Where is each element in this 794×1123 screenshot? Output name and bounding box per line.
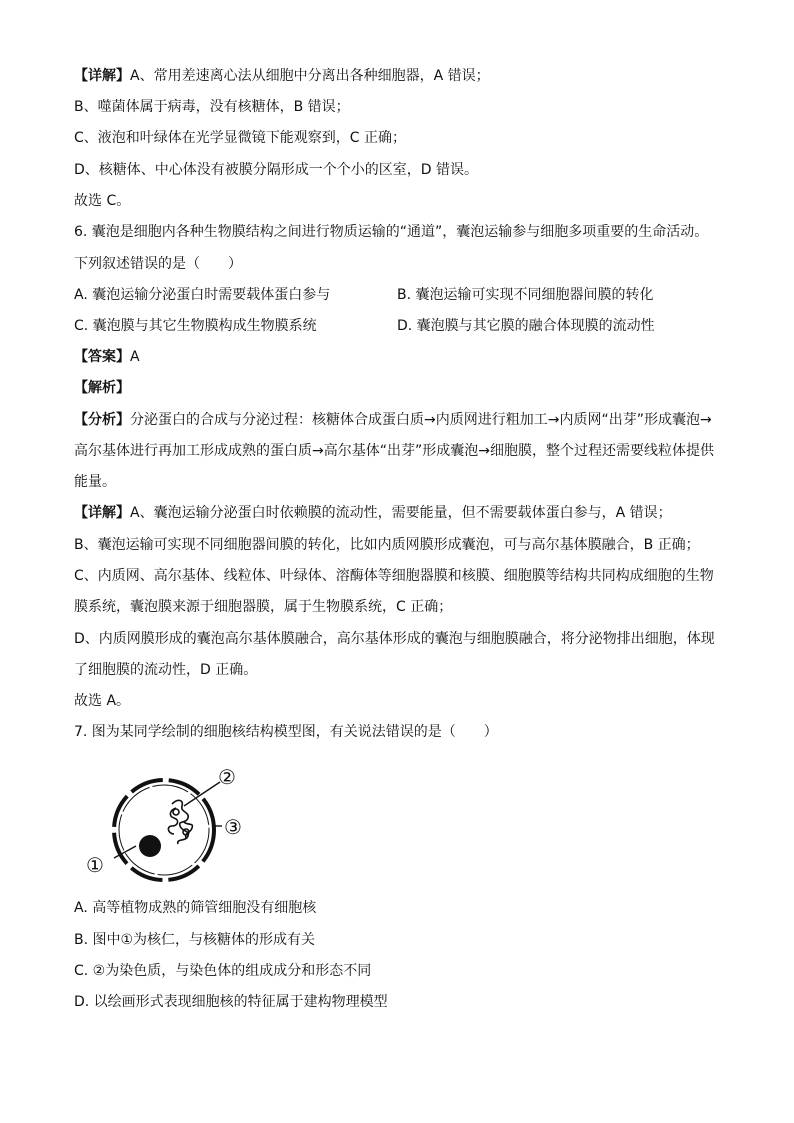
q7-stem: 7. 图为某同学绘制的细胞核结构模型图，有关说法错误的是（ ） [74, 724, 498, 740]
label-three: ③ [224, 815, 242, 839]
q7-option-a: A. 高等植物成熟的筛管细胞没有细胞核 [74, 900, 317, 916]
q6-choice: 故选 A。 [74, 693, 131, 709]
q6-fenxi-line3: 能量。 [74, 474, 116, 490]
q6-fenxi-line1 [74, 410, 712, 430]
q6-answer-line [74, 347, 140, 367]
nuclear-envelope-outer [114, 780, 214, 880]
q6-stem-line1: 6. 囊泡是细胞内各种生物膜结构之间进行物质运输的“通道”，囊泡运输参与细胞多项重要的生命活动。 [74, 224, 709, 240]
fenxi-text: 分泌蛋白的合成与分泌过程：核糖体合成蛋白质→内质网进行粗加工→内质网“出芽”形成囊泡→ [130, 412, 712, 428]
fenxi-tag: 【分析】 [74, 412, 130, 428]
q6-detail-b: B、囊泡运输可实现不同细胞器间膜的转化，比如内质网膜形成囊泡，可与高尔基体膜融合，B 正确； [74, 537, 700, 553]
q6-analysis-tag: 【解析】 [74, 380, 130, 396]
q6-option-a: A. 囊泡运输分泌蛋白时需要载体蛋白参与 [74, 287, 331, 303]
prev-detail-line-c: C、液泡和叶绿体在光学显微镜下能观察到，C 正确； [74, 130, 406, 146]
nucleus-diagram-svg [80, 762, 260, 882]
prev-detail-line-a [74, 66, 490, 86]
q7-option-c: C. ②为染色质，与染色体的组成成分和形态不同 [74, 963, 372, 979]
answer-value: A [130, 349, 140, 365]
q6-stem-line2: 下列叙述错误的是（ ） [74, 256, 242, 272]
q6-fenxi-line2: 高尔基体进行再加工形成成熟的蛋白质→高尔基体“出芽”形成囊泡→细胞膜，整个过程还需要线粒体提供 [74, 443, 714, 459]
chromatin-shape [168, 800, 192, 844]
q6-detail-a [74, 503, 672, 523]
label-two: ② [218, 765, 236, 789]
prev-choice: 故选 C。 [74, 193, 131, 209]
prev-detail-line-b: B、噬菌体属于病毒，没有核糖体，B 错误； [74, 99, 350, 115]
q7-option-d: D. 以绘画形式表现细胞核的特征属于建构物理模型 [74, 994, 388, 1010]
detail-text: A、囊泡运输分泌蛋白时依赖膜的流动性，需要能量，但不需要载体蛋白参与，A 错误； [130, 505, 672, 521]
q6-option-d: D. 囊泡膜与其它膜的融合体现膜的流动性 [397, 318, 655, 334]
q6-detail-d1: D、内质网膜形成的囊泡高尔基体膜融合，高尔基体形成的囊泡与细胞膜融合，将分泌物排出细胞，体现 [74, 631, 715, 647]
q6-option-b: B. 囊泡运输可实现不同细胞器间膜的转化 [397, 287, 654, 303]
answer-tag: 【答案】 [74, 349, 130, 365]
q6-detail-c2: 膜系统，囊泡膜来源于细胞器膜，属于生物膜系统，C 正确； [74, 599, 453, 615]
q6-option-c: C. 囊泡膜与其它生物膜构成生物膜系统 [74, 318, 317, 334]
q7-option-b: B. 图中①为核仁，与核糖体的形成有关 [74, 932, 316, 948]
label-one: ① [86, 853, 104, 877]
detail-text: A、常用差速离心法从细胞中分离出各种细胞器，A 错误； [130, 68, 490, 84]
detail-tag: 【详解】 [74, 68, 130, 84]
q6-detail-c1: C、内质网、高尔基体、线粒体、叶绿体、溶酶体等细胞器膜和核膜、细胞膜等结构共同构成细胞的生物 [74, 568, 714, 584]
prev-detail-line-d: D、核糖体、中心体没有被膜分隔形成一个个小的区室，D 错误。 [74, 162, 479, 178]
q6-detail-d2: 了细胞膜的流动性，D 正确。 [74, 662, 258, 678]
nucleus-diagram [80, 762, 260, 882]
nucleolus-shape [139, 835, 161, 857]
detail-tag: 【详解】 [74, 505, 130, 521]
